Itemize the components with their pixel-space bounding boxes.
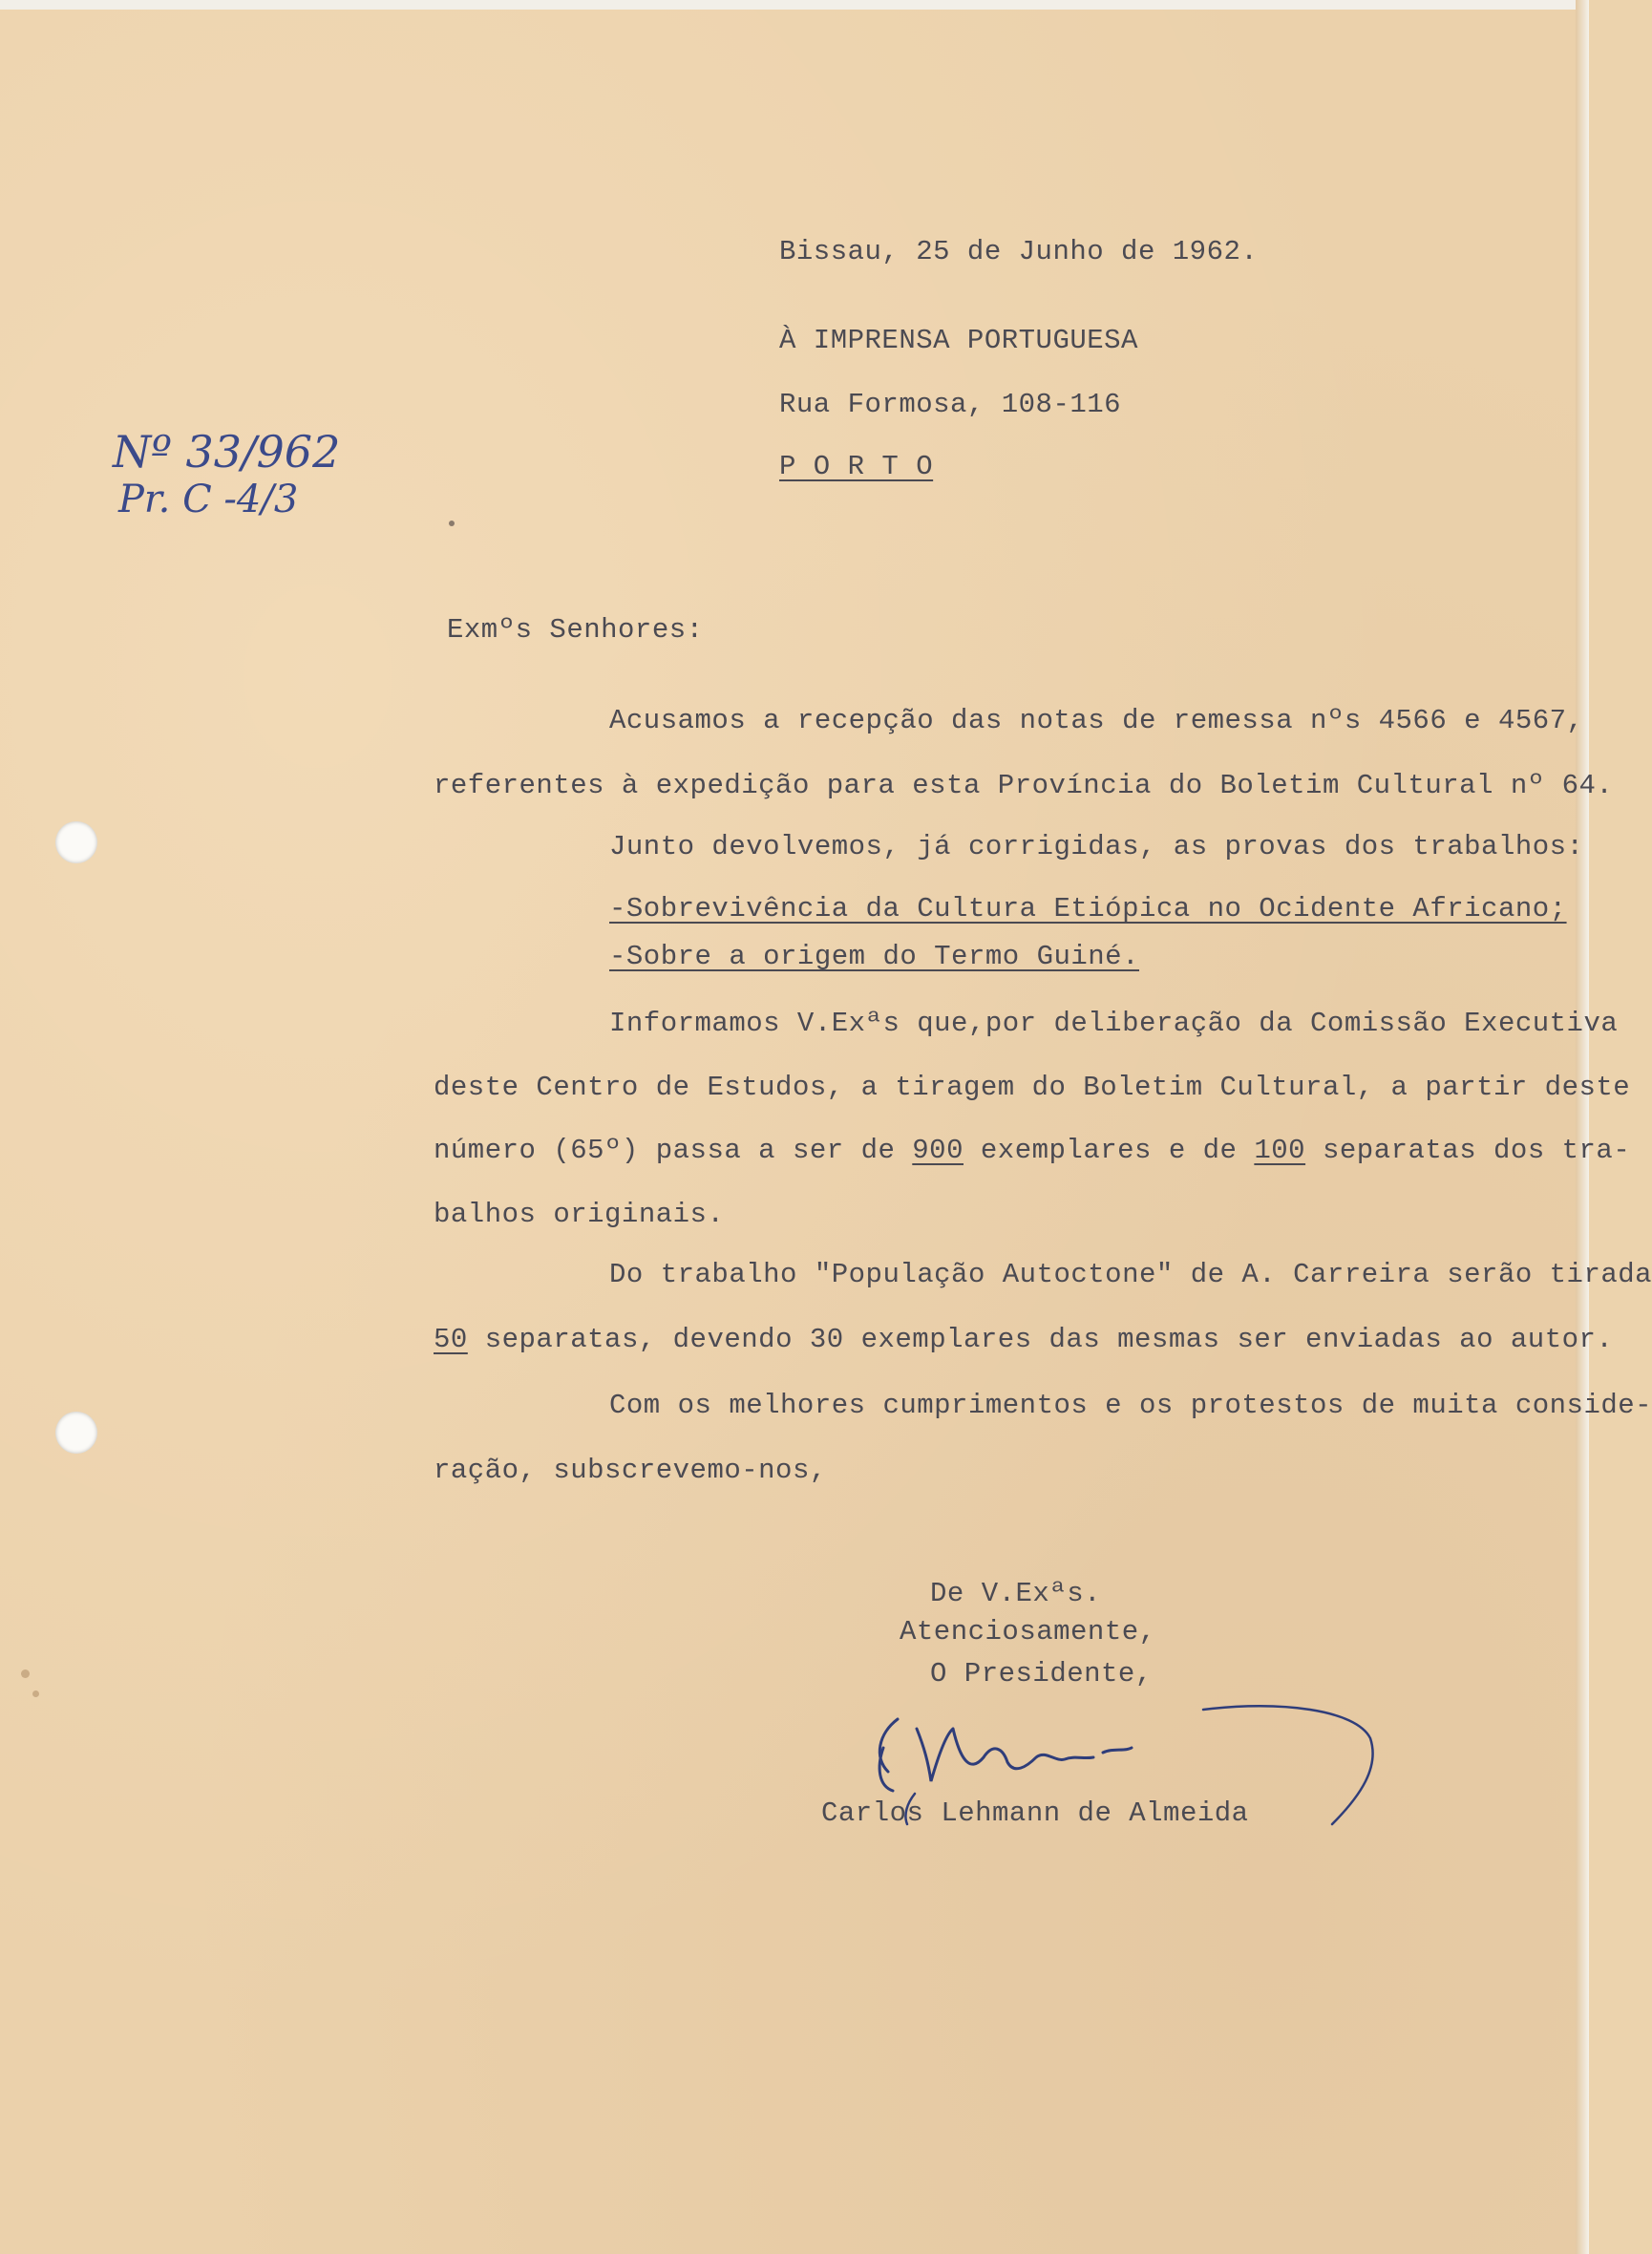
work-title-1: -Sobrevivência da Cultura Etiópica no Ocidente Africano; <box>609 893 1567 925</box>
body-line: balhos originais. <box>434 1199 725 1230</box>
addressee-street: Rua Formosa, 108-116 <box>779 389 1122 420</box>
handwritten-ref-process: Pr. C -4/3 <box>118 478 299 521</box>
body-line: referentes à expedição para esta Província do Boletim Cultural nº 64. <box>434 770 1614 801</box>
body-line: deste Centro de Estudos, a tiragem do Boletim Cultural, a partir deste <box>434 1072 1631 1103</box>
punch-hole-bottom <box>55 1412 97 1454</box>
addressee-name: À IMPRENSA PORTUGUESA <box>779 325 1138 356</box>
ink-dot <box>449 521 455 526</box>
signatory-name: Carlos Lehmann de Almeida <box>821 1797 1249 1829</box>
body-line: Junto devolvemos, já corrigidas, as provas dos trabalhos: <box>609 831 1584 862</box>
stain-spot <box>32 1690 39 1697</box>
work-title-2: -Sobre a origem do Termo Guiné. <box>609 941 1139 972</box>
letter-date: Bissau, 25 de Junho de 1962. <box>779 236 1259 267</box>
body-line-offprints <box>434 1324 1613 1355</box>
body-text: exemplares e de <box>964 1135 1255 1166</box>
print-run-offprints: 100 <box>1254 1135 1306 1166</box>
salutation: Exmºs Senhores: <box>447 614 704 646</box>
closing-line: Atenciosamente, <box>900 1616 1156 1648</box>
handwritten-ref-number: Nº 33/962 <box>113 426 341 478</box>
punch-hole-top <box>55 821 97 863</box>
body-line: Acusamos a recepção das notas de remessa nºs 4566 e 4567, <box>609 705 1584 736</box>
body-line-print-run <box>434 1135 1630 1166</box>
print-run-copies: 900 <box>912 1135 964 1166</box>
stain-spot <box>21 1669 30 1678</box>
scan-edge-right <box>1576 0 1589 2254</box>
closing-title: O Presidente, <box>930 1658 1153 1690</box>
offprint-count: 50 <box>434 1324 468 1355</box>
body-text: número (65º) passa a ser de <box>434 1135 913 1166</box>
body-line: ração, subscrevemo-nos, <box>434 1455 827 1486</box>
body-text: separatas, devendo 30 exemplares das mesmas ser enviadas ao autor. <box>467 1324 1614 1355</box>
body-text: separatas dos tra- <box>1305 1135 1631 1166</box>
body-line: Informamos V.Exªs que,por deliberação da Comissão Executiva <box>609 1008 1619 1039</box>
scan-edge-top <box>0 0 1589 10</box>
body-line: Com os melhores cumprimentos e os protestos de muita conside- <box>609 1390 1652 1421</box>
body-line: Do trabalho "População Autoctone" de A. Carreira serão tirada <box>609 1259 1652 1290</box>
closing-line: De V.Exªs. <box>930 1578 1102 1609</box>
addressee-city: P O R T O <box>779 451 934 482</box>
